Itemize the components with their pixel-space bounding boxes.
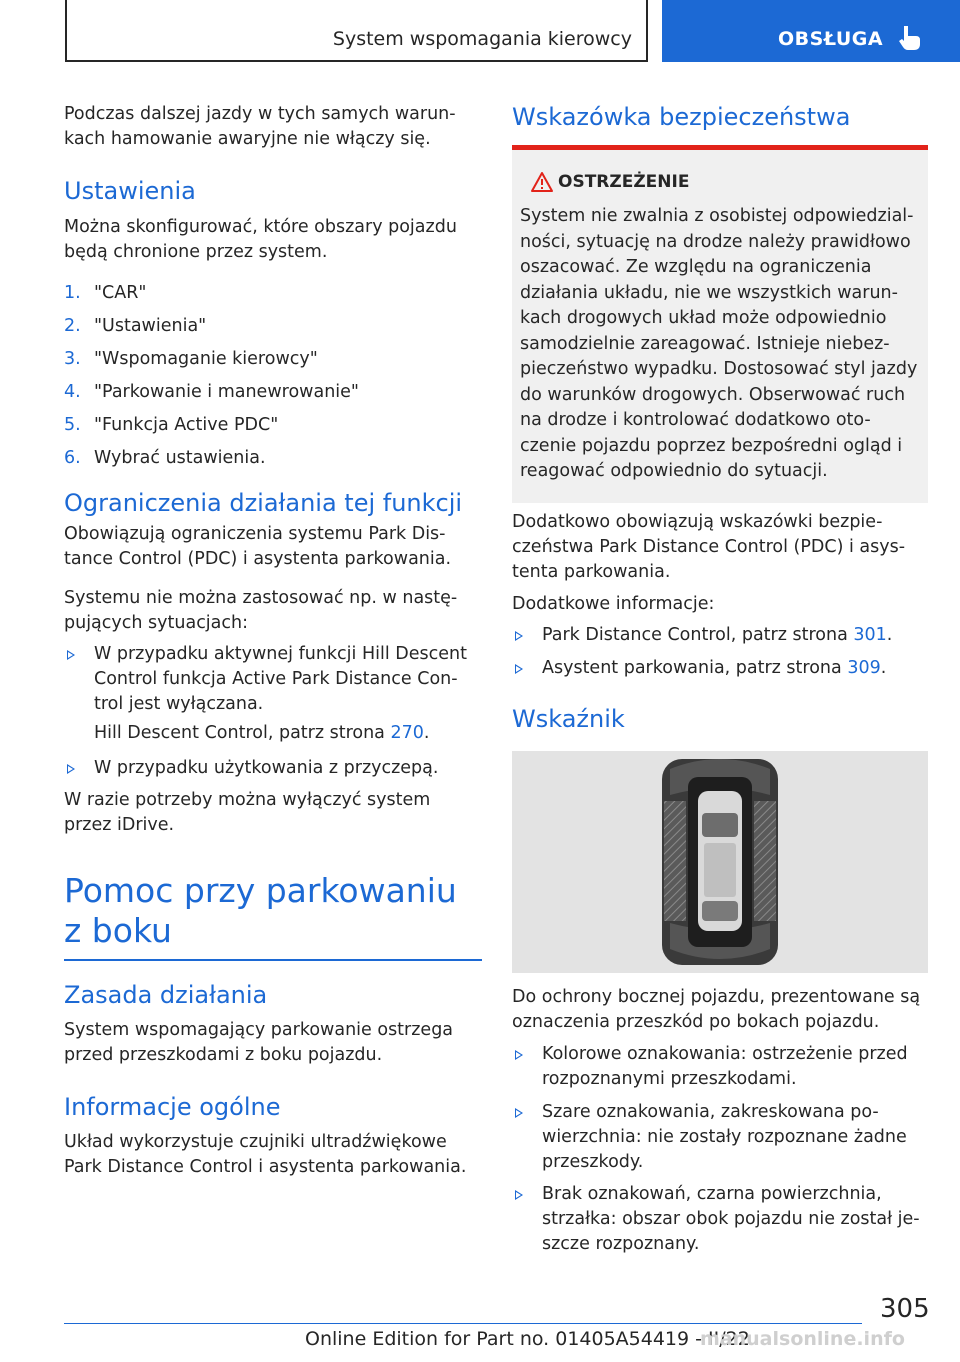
parking-display-image [512,751,928,973]
step-item [64,281,484,306]
warning-triangle-icon [530,171,554,197]
bullet-triangle-icon [515,1108,523,1118]
step-text: "Wspomaganie kierowcy" [94,349,318,369]
section-title: System wspomagania kierowcy [332,28,632,50]
principle-heading: Zasada działania [64,981,268,1009]
intro-paragraph: Podczas dalszej jazdy w tych samych warun-kach hamowanie awaryjne nie włączy się. [64,104,456,149]
page-link[interactable]: 309 [847,658,881,678]
general-heading: Informacje ogólne [64,1093,281,1121]
page-number: 305 [880,1294,930,1324]
page-link[interactable]: 301 [853,625,887,645]
heading-divider [64,959,482,961]
warning-box [512,150,928,503]
step-text: "Funkcja Active PDC" [94,415,279,435]
general-text: Układ wykorzystuje czujniki ultradźwiękowe Park Distance Control i asystenta parkowania. [64,1132,467,1177]
step-item [64,347,484,372]
settings-steps [64,281,484,471]
indicator-item-text: Brak oznakowań, czarna powierzchnia, strzałka: obszar obok pojazdu nie został je-szcze rozpoznany. [542,1184,920,1254]
parking-display-graphic [512,751,928,973]
footer-divider [64,1323,862,1324]
bullet-triangle-icon [515,1050,523,1060]
bullet-triangle-icon [515,1190,523,1200]
safety-heading: Wskazówka bezpieczeństwa [512,103,851,131]
header-section-box [65,0,648,62]
step-text: "Ustawienia" [94,316,207,336]
reference-end: . [880,658,887,678]
reference-end: . [886,625,893,645]
indicator-item [512,1182,934,1257]
limits-paragraph-3: W razie potrzeby można wyłączyć system przez iDrive. [64,790,431,835]
chapter-tab-label: OBSŁUGA [778,28,884,50]
warning-text: System nie zwalnia z osobistej odpowiedzial-ności, sytuację na drodze należy prawidłowo oszacować. Ze względu na ograniczenia działania układu, nie we wszystkich warun-kach drogowych układ może odpowiednio samodzielnie zareagować. Istnieje niebez-pieczeństwo wypadku. Dostosować styl jazdy do warunków drogowych. Obserwować ruch na drodze i kontrolować dodatkowo oto-czenie pojazdu poprzez bezpośredni ogląd i reagować odpowiednio do sytuacji. [520,206,918,481]
bullet-triangle-icon [515,664,523,674]
step-number: 4. [64,382,81,402]
step-text: Wybrać ustawienia. [94,448,266,468]
step-number: 5. [64,415,81,435]
warning-block [512,145,928,503]
hand-pointer-icon [896,24,922,56]
reference-text: Asystent parkowania, patrz strona [542,658,848,678]
bullet-triangle-icon [67,764,75,774]
bullet-text: W przypadku użytkowania z przyczepą. [94,758,439,778]
edition-text: Online Edition for Part no. 01405A54419 - II/22 [305,1328,750,1350]
chapter-tab[interactable] [662,0,960,62]
hill-descent-reference [94,721,429,746]
side-parking-heading-line2: z boku [64,911,172,950]
indicator-item-text: Szare oznakowania, zakreskowana po-wierzchnia: nie zostały rozpoznane żadne przeszkody. [542,1102,907,1172]
indicator-item [512,1042,934,1092]
limits-bullet [64,756,484,781]
step-item [64,380,484,405]
additional-safety-text: Dodatkowo obowiązują wskazówki bezpie-czeństwa Park Distance Control (PDC) i asys-tenta parkowania. [512,512,906,582]
principle-text: System wspomagający parkowanie ostrzega przed przeszkodami z boku pojazdu. [64,1020,454,1065]
indicator-text: Do ochrony bocznej pojazdu, prezentowane są oznaczenia przeszkód po bokach pojazdu. [512,987,921,1032]
bullet-text: W przypadku aktywnej funkcji Hill Descent Control funkcja Active Park Distance Con-trol jest wyłączana. [94,644,467,714]
step-item [64,413,484,438]
bullet-triangle-icon [515,631,523,641]
settings-heading: Ustawienia [64,177,196,205]
reference-text: Park Distance Control, patrz strona [542,625,854,645]
limits-bullet [64,642,484,717]
indicator-heading: Wskaźnik [512,705,625,733]
step-item [64,314,484,339]
limits-paragraph-1: Obowiązują ograniczenia systemu Park Dis-tance Control (PDC) i asystenta parkowania. [64,524,452,569]
step-number: 2. [64,316,81,336]
limits-heading: Ograniczenia działania tej funkcji [64,489,463,517]
step-text: "Parkowanie i manewrowanie" [94,382,359,402]
side-parking-heading [64,871,457,951]
bullet-triangle-icon [67,650,75,660]
step-number: 6. [64,448,81,468]
reference-item [512,656,932,681]
indicator-item-text: Kolorowe oznakowania: ostrzeżenie przed rozpoznanymi przeszkodami. [542,1044,908,1089]
settings-text: Można skonfigurować, które obszary pojazdu będą chronione przez system. [64,217,457,262]
warning-title: OSTRZEŻENIE [558,172,690,192]
reference-item [512,623,932,648]
page-link[interactable]: 270 [390,723,424,743]
side-parking-heading-line1: Pomoc przy parkowaniu [64,871,457,910]
limits-paragraph-2: Systemu nie można zastosować np. w nastę-pujących sytuacjach: [64,588,458,633]
indicator-item [512,1100,934,1175]
step-item [64,446,484,471]
step-text: "CAR" [94,283,147,303]
step-number: 1. [64,283,81,303]
additional-info-label: Dodatkowe informacje: [512,594,715,614]
watermark: manualsonline.info [700,1328,905,1350]
reference-end: . [423,723,430,743]
reference-text: Hill Descent Control, patrz strona [94,723,391,743]
step-number: 3. [64,349,81,369]
